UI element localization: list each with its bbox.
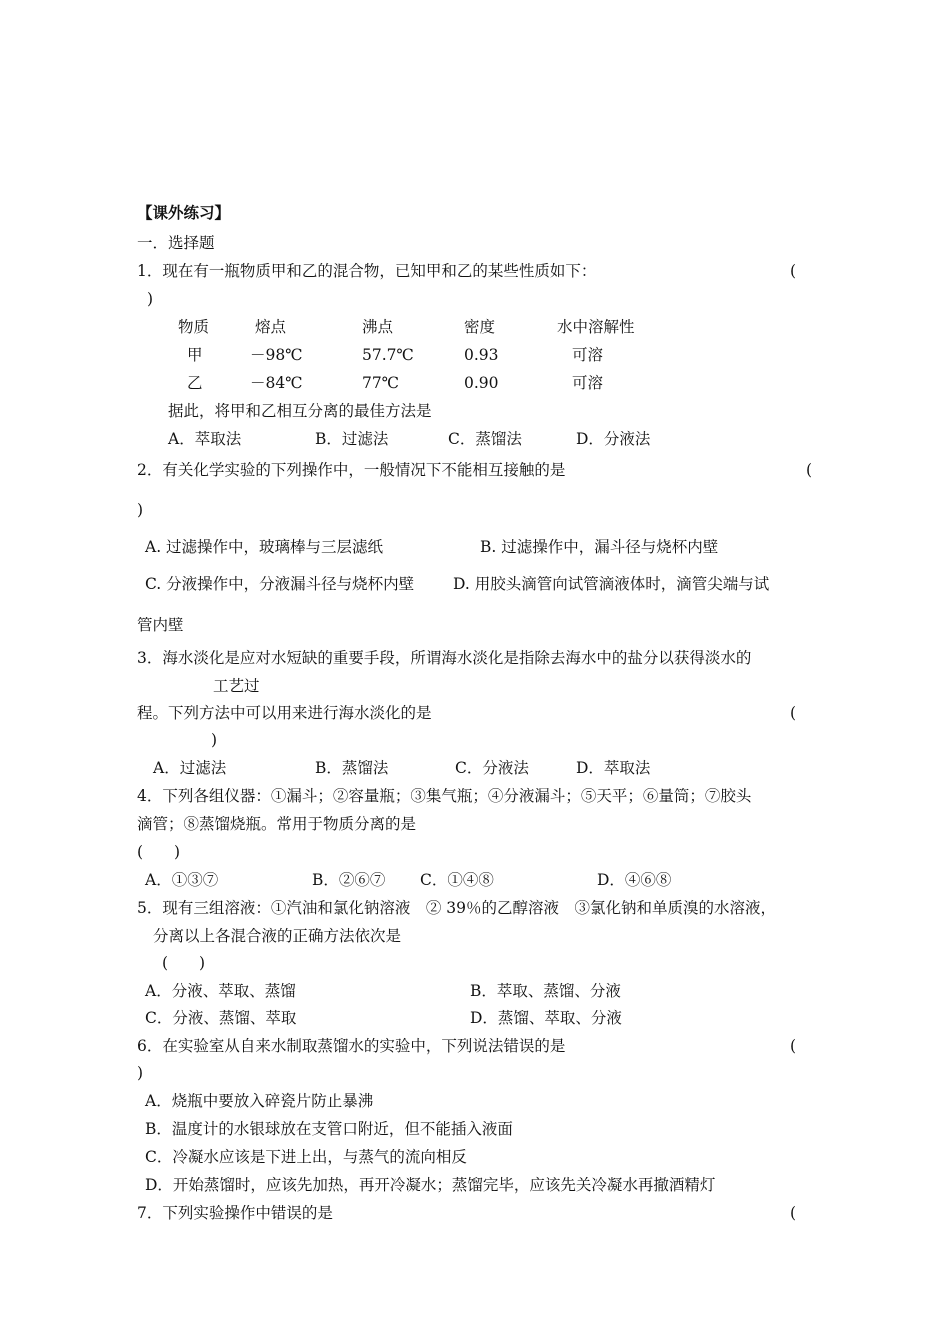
q4-paren: ( ) [137, 843, 181, 861]
q1-option-a: A．萃取法 [168, 430, 242, 448]
q5-option-c: C．分液、蒸馏、萃取 [145, 1009, 297, 1027]
q1-option-c: C．蒸馏法 [448, 430, 522, 448]
q6-option-c: C．冷凝水应该是下进上出，与蒸气的流向相反 [145, 1148, 467, 1166]
table-cell: 0.90 [464, 374, 499, 392]
q1-paren-close: ) [147, 290, 154, 308]
q4-stem: 4．下列各组仪器：①漏斗；②容量瓶；③集气瓶；④分液漏斗；⑤天平；⑥量筒；⑦胶头 [137, 787, 752, 805]
q6-stem: 6．在实验室从自来水制取蒸馏水的实验中，下列说法错误的是 [137, 1037, 566, 1055]
q3-option-b: B．蒸馏法 [315, 759, 389, 777]
table-header: 沸点 [362, 318, 394, 336]
q5-option-a: A．分液、萃取、蒸馏 [145, 982, 296, 1000]
q3-stem: 3．海水淡化是应对水短缺的重要手段，所谓海水淡化是指除去海水中的盐分以获得淡水的 [137, 649, 752, 667]
table-header: 物质 [178, 318, 210, 336]
q2-option-a: A. 过滤操作中，玻璃棒与三层滤纸 [145, 538, 384, 556]
q2-option-b: B. 过滤操作中，漏斗径与烧杯内壁 [480, 538, 719, 556]
part-title: 一．选择题 [137, 234, 215, 252]
q3-stem-cont: 工艺过 [213, 677, 260, 695]
q3-option-c: C．分液法 [455, 759, 529, 777]
table-cell: 57.7℃ [362, 346, 414, 364]
q3-option-d: D．萃取法 [576, 759, 651, 777]
table-cell: 甲 [187, 346, 203, 364]
q4-option-c: C．①④⑧ [420, 871, 494, 889]
q4-option-d: D．④⑥⑧ [597, 871, 672, 889]
q1-paren-open: ( [790, 262, 797, 280]
table-header: 熔点 [255, 318, 287, 336]
q4-option-a: A．①③⑦ [145, 871, 219, 889]
table-cell: 0.93 [464, 346, 499, 364]
table-header: 水中溶解性 [557, 318, 635, 336]
q5-option-b: B．萃取、蒸馏、分液 [470, 982, 621, 1000]
q7-stem: 7．下列实验操作中错误的是 [137, 1204, 333, 1222]
q1-follow: 据此，将甲和乙相互分离的最佳方法是 [168, 402, 432, 420]
q5-option-d: D．蒸馏、萃取、分液 [470, 1009, 622, 1027]
q6-option-d: D．开始蒸馏时，应该先加热，再开冷凝水；蒸馏完毕，应该先关冷凝水再撤酒精灯 [145, 1176, 716, 1194]
q2-stem: 2．有关化学实验的下列操作中，一般情况下不能相互接触的是 [137, 461, 566, 479]
q1-stem: 1．现在有一瓶物质甲和乙的混合物，已知甲和乙的某些性质如下： [137, 262, 597, 280]
q6-paren-open: ( [790, 1037, 797, 1055]
q5-stem: 5．现有三组溶液：①汽油和氯化钠溶液 ② 39％的乙醇溶液 ③氯化钠和单质溴的水溶液， [137, 899, 777, 917]
q3-option-a: A．过滤法 [153, 759, 227, 777]
table-cell: 可溶 [572, 346, 604, 364]
q4-option-b: B．②⑥⑦ [312, 871, 386, 889]
q5-paren: ( ) [162, 954, 206, 972]
q2-option-d: D. 用胶头滴管向试管滴液体时，滴管尖端与试 [453, 575, 770, 593]
q2-option-c: C. 分液操作中，分液漏斗径与烧杯内壁 [145, 575, 415, 593]
q6-paren-close: ) [137, 1064, 144, 1082]
table-cell: 乙 [187, 374, 203, 392]
q7-paren-open: ( [790, 1204, 797, 1222]
q3-stem-line3: 程。下列方法中可以用来进行海水淡化的是 [137, 704, 432, 722]
table-cell: －98℃ [250, 346, 303, 364]
table-cell: 可溶 [572, 374, 604, 392]
q2-paren-open: ( [806, 461, 813, 479]
q1-option-b: B．过滤法 [315, 430, 389, 448]
q3-paren-open: ( [790, 704, 797, 722]
q1-option-d: D．分液法 [576, 430, 651, 448]
q6-option-b: B．温度计的水银球放在支管口附近，但不能插入液面 [145, 1120, 513, 1138]
q6-option-a: A．烧瓶中要放入碎瓷片防止暴沸 [145, 1092, 374, 1110]
section-title: 【课外练习】 [137, 204, 231, 222]
q2-option-d-cont: 管内壁 [137, 616, 184, 634]
table-header: 密度 [464, 318, 496, 336]
table-cell: －84℃ [250, 374, 303, 392]
q4-stem-cont: 滴管；⑧蒸馏烧瓶。常用于物质分离的是 [137, 815, 417, 833]
q2-paren-close: ) [137, 501, 144, 519]
q5-stem-cont: 分离以上各混合液的正确方法依次是 [153, 927, 402, 945]
table-cell: 77℃ [362, 374, 400, 392]
q3-paren-close: ) [211, 731, 218, 749]
